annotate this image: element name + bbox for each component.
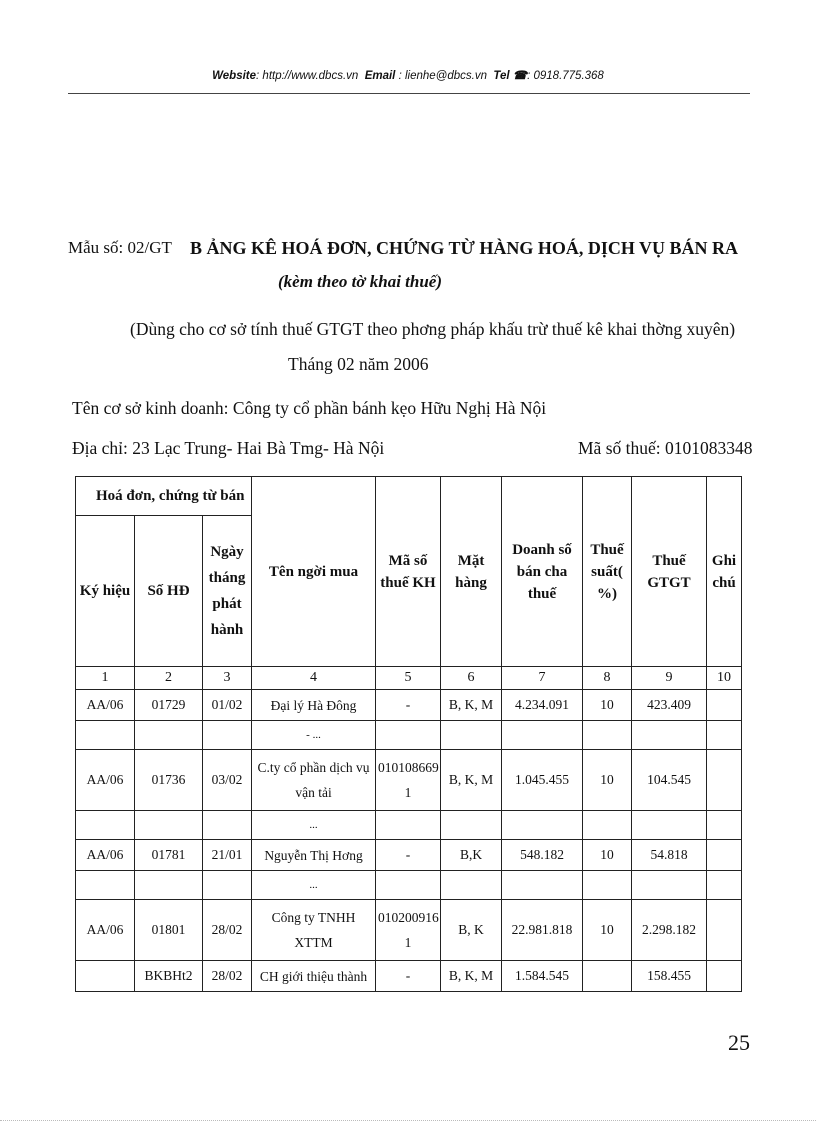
cell-doanh-so: 1.045.455: [502, 750, 583, 811]
table-row: [76, 900, 742, 961]
cell-doanh-so: 4.234.091: [502, 690, 583, 721]
cell-doanh-so: 548.182: [502, 840, 583, 871]
col-header-mat-hang: Mặt hàng: [441, 477, 502, 667]
document-subtitle: (kèm theo tờ khai thuế): [278, 272, 443, 291]
cell-thue-suat: 10: [583, 750, 632, 811]
cell-thue-suat: 10: [583, 900, 632, 961]
cell-mat-hang: B,K: [441, 840, 502, 871]
cell-ky-hieu: AA/06: [76, 690, 135, 721]
group-header-invoice: Hoá đơn, chứng từ bán: [76, 477, 252, 516]
cell-ghi-chu: [707, 840, 742, 871]
cell-thue-gtgt: 158.455: [632, 961, 707, 992]
cell-mst: -: [376, 840, 441, 871]
cell-ky-hieu: AA/06: [76, 750, 135, 811]
cell-mat-hang: B, K: [441, 900, 502, 961]
cell-so-hd: 01736: [135, 750, 203, 811]
tel-number: : 0918.775.368: [527, 70, 604, 82]
page-number: 25: [728, 1030, 750, 1055]
separator-mark: - ...: [252, 721, 376, 750]
tax-id: Mã số thuế: 0101083348: [578, 438, 753, 458]
email-address[interactable]: : lienhe@dbcs.vn: [395, 70, 487, 82]
cell-so-hd: BKBHt2: [135, 961, 203, 992]
col-number: 8: [583, 667, 632, 690]
cell-ngay: 28/02: [203, 900, 252, 961]
col-number: 2: [135, 667, 203, 690]
business-address: Địa chỉ: 23 Lạc Trung- Hai Bà Tmg- Hà Nội: [72, 438, 385, 458]
cell-ghi-chu: [707, 961, 742, 992]
cell-mst-line2: 1: [404, 935, 412, 950]
separator-row: [76, 811, 742, 840]
col-number: 9: [632, 667, 707, 690]
col-header-ky-hieu: Ký hiệu: [76, 516, 135, 667]
cell-thue-gtgt: 423.409: [632, 690, 707, 721]
cell-ky-hieu: AA/06: [76, 840, 135, 871]
cell-ky-hieu: [76, 961, 135, 992]
cell-mst-line1: 010108669: [378, 760, 439, 775]
phone-icon: ☎: [512, 70, 528, 82]
col-header-so-hd: Số HĐ: [135, 516, 203, 667]
cell-thue-gtgt: 2.298.182: [632, 900, 707, 961]
cell-ghi-chu: [707, 750, 742, 811]
cell-mst: -: [376, 961, 441, 992]
cell-so-hd: 01781: [135, 840, 203, 871]
cell-ky-hieu: AA/06: [76, 900, 135, 961]
col-header-mst: Mã số thuế KH: [376, 477, 441, 667]
separator-row: [76, 871, 742, 900]
cell-ten: Đại lý Hà Đông: [252, 690, 376, 721]
invoice-table: [75, 476, 742, 992]
cell-mst: [376, 750, 441, 811]
document-title: B ẢNG KÊ HOÁ ĐƠN, CHỨNG TỪ HÀNG HOÁ, DỊCH VỤ BÁN RA: [190, 238, 739, 258]
cell-ghi-chu: [707, 690, 742, 721]
email-label: Email: [364, 70, 396, 82]
col-number: 10: [707, 667, 742, 690]
cell-doanh-so: 22.981.818: [502, 900, 583, 961]
col-number: 3: [203, 667, 252, 690]
form-number: Mẫu số: 02/GT: [68, 238, 172, 257]
col-number: 6: [441, 667, 502, 690]
col-number: 4: [252, 667, 376, 690]
cell-ten: C.ty cổ phần dịch vụ vận tải: [252, 750, 376, 811]
website-url[interactable]: : http://www.dbcs.vn: [256, 70, 359, 82]
tel-label: Tel: [493, 70, 510, 82]
col-number: 1: [76, 667, 135, 690]
column-number-row: [76, 667, 742, 690]
cell-thue-gtgt: 54.818: [632, 840, 707, 871]
cell-ten: Nguyễn Thị Hơng: [252, 840, 376, 871]
table-group-header-row: [76, 477, 742, 516]
col-header-thue-gtgt: Thuế GTGT: [632, 477, 707, 667]
cell-ten: CH giới thiệu thành: [252, 961, 376, 992]
cell-mat-hang: B, K, M: [441, 690, 502, 721]
table-row: [76, 840, 742, 871]
cell-mat-hang: B, K, M: [441, 750, 502, 811]
cell-ngay: 21/01: [203, 840, 252, 871]
cell-thue-gtgt: 104.545: [632, 750, 707, 811]
cell-ten: Công ty TNHH XTTM: [252, 900, 376, 961]
document-purpose: (Dùng cho cơ sở tính thuế GTGT theo phơng pháp khấu trừ thuế kê khai thờng xuyên): [130, 319, 736, 339]
cell-thue-suat: [583, 961, 632, 992]
header-divider: [68, 93, 750, 94]
col-header-ngay: Ngày tháng phát hành: [203, 516, 252, 667]
separator-mark: ...: [252, 811, 376, 840]
table-row: [76, 690, 742, 721]
cell-ngay: 03/02: [203, 750, 252, 811]
col-number: 7: [502, 667, 583, 690]
cell-mat-hang: B, K, M: [441, 961, 502, 992]
table-row: [76, 750, 742, 811]
business-name: Tên cơ sở kinh doanh: Công ty cổ phần bánh kẹo Hữu Nghị Hà Nội: [72, 398, 547, 418]
cell-mst: -: [376, 690, 441, 721]
col-header-thue-suat: Thuế suất( %): [583, 477, 632, 667]
cell-mst-line2: 1: [404, 785, 412, 800]
cell-doanh-so: 1.584.545: [502, 961, 583, 992]
separator-mark: ...: [252, 871, 376, 900]
table-row: [76, 961, 742, 992]
page-bottom-dotted-line: [0, 1120, 816, 1121]
cell-thue-suat: 10: [583, 690, 632, 721]
cell-ngay: 28/02: [203, 961, 252, 992]
col-header-doanh-so: Doanh số bán cha thuế: [502, 477, 583, 667]
cell-ghi-chu: [707, 900, 742, 961]
col-header-ghi-chu: Ghi chú: [707, 477, 742, 667]
cell-ngay: 01/02: [203, 690, 252, 721]
cell-so-hd: 01801: [135, 900, 203, 961]
col-number: 5: [376, 667, 441, 690]
report-month: Tháng 02 năm 2006: [288, 354, 429, 374]
website-label: Website: [212, 70, 257, 82]
col-header-ten: Tên ngời mua: [252, 477, 376, 667]
cell-so-hd: 01729: [135, 690, 203, 721]
cell-mst: [376, 900, 441, 961]
cell-thue-suat: 10: [583, 840, 632, 871]
cell-mst-line1: 010200916: [378, 910, 439, 925]
separator-row: [76, 721, 742, 750]
site-header: [0, 68, 816, 82]
